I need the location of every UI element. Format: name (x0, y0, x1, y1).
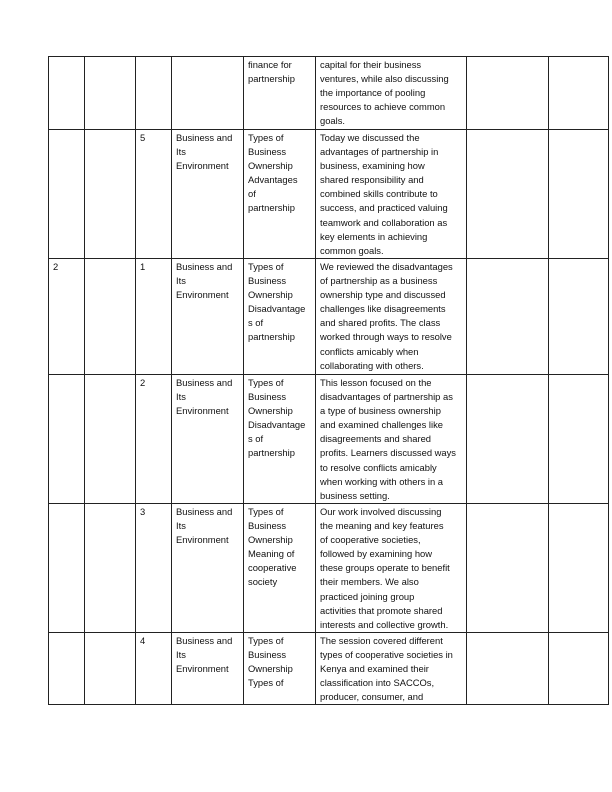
lesson-log-body (49, 57, 609, 705)
substrand-cell-line: partnership (248, 447, 295, 459)
lesson-cell: 1 (136, 259, 172, 375)
strand-cell-line: Its (176, 649, 186, 661)
substrand-cell-line: Business (248, 520, 287, 532)
day-cell (85, 375, 136, 504)
substrand-cell-line: Disadvantage (248, 303, 306, 315)
substrand-cell-line: Types of (248, 677, 284, 689)
substrand-cell-line: partnership (248, 202, 295, 214)
remarks-cell (467, 504, 549, 633)
reflection-cell-line: key elements in achieving (320, 230, 428, 242)
table-row (49, 259, 609, 375)
lesson-cell: 5 (136, 130, 172, 259)
reflection-cell (316, 259, 467, 375)
reflection-cell (316, 375, 467, 504)
reflection-cell-line: producer, consumer, and (320, 691, 424, 703)
substrand-cell-line: Business (248, 649, 287, 661)
reflection-cell-line: conflicts amicably when (320, 345, 419, 357)
week-cell (49, 375, 85, 504)
reflection-cell-line: of cooperative societies, (320, 534, 421, 546)
substrand-cell-line: Types of (248, 635, 284, 646)
signature-cell (549, 504, 609, 633)
reflection-cell-line: interests and collective growth. (320, 618, 449, 630)
strand-cell (172, 633, 244, 705)
substrand-cell-line: Types of (248, 261, 284, 272)
reflection-cell-line: followed by examining how (320, 548, 433, 560)
substrand-cell (244, 130, 316, 259)
table-row (49, 504, 609, 633)
reflection-cell-line: the importance of pooling (320, 87, 426, 99)
strand-cell-line: Environment (176, 534, 229, 546)
day-cell (85, 504, 136, 633)
table-row (49, 633, 609, 705)
substrand-cell-line: Business (248, 146, 287, 158)
lesson-cell: 3 (136, 504, 172, 633)
reflection-cell-line: worked through ways to resolve (320, 331, 452, 343)
reflection-cell-line: business setting. (320, 489, 390, 501)
reflection-cell-line: ownership type and discussed (320, 289, 446, 301)
remarks-cell (467, 130, 549, 259)
strand-cell-line: Its (176, 520, 186, 532)
substrand-cell (244, 633, 316, 705)
reflection-cell-line: disadvantages of partnership as (320, 391, 453, 403)
substrand-cell-line: Ownership (248, 534, 293, 546)
substrand-cell-line: of (248, 188, 256, 200)
lesson-cell: 4 (136, 633, 172, 705)
reflection-cell-line: Kenya and examined their (320, 663, 429, 675)
reflection-cell-line: shared responsibility and (320, 174, 424, 186)
substrand-cell-line: Disadvantage (248, 419, 306, 431)
reflection-cell-line: common goals. (320, 244, 384, 256)
reflection-cell-line: collaborating with others. (320, 359, 424, 371)
reflection-cell-line: Our work involved discussing (320, 506, 442, 517)
reflection-cell-line: activities that promote shared (320, 604, 443, 616)
substrand-cell-line: Types of (248, 132, 284, 143)
remarks-cell (467, 259, 549, 375)
day-cell (85, 259, 136, 375)
strand-cell (172, 57, 244, 130)
reflection-cell-line: the meaning and key features (320, 520, 444, 532)
strand-cell-line: Business and (176, 132, 233, 143)
signature-cell (549, 130, 609, 259)
reflection-cell-line: types of cooperative societies in (320, 649, 453, 661)
week-cell: 2 (49, 259, 85, 375)
substrand-cell (244, 504, 316, 633)
signature-cell (549, 57, 609, 130)
substrand-cell-line: cooperative (248, 562, 297, 574)
reflection-cell-line: Today we discussed the (320, 132, 420, 143)
substrand-cell-line: Business (248, 275, 287, 287)
remarks-cell (467, 57, 549, 130)
substrand-cell-line: Types of (248, 377, 284, 388)
week-cell (49, 504, 85, 633)
week-cell (49, 633, 85, 705)
day-cell (85, 633, 136, 705)
reflection-cell (316, 633, 467, 705)
reflection-cell-line: capital for their business (320, 59, 422, 70)
strand-cell-line: Business and (176, 377, 233, 388)
strand-cell-line: Its (176, 275, 186, 287)
reflection-cell-line: to resolve conflicts amicably (320, 461, 437, 473)
lesson-log-table (48, 56, 609, 705)
signature-cell (549, 375, 609, 504)
day-cell (85, 130, 136, 259)
substrand-cell-line: partnership (248, 331, 295, 343)
reflection-cell (316, 504, 467, 633)
reflection-cell-line: advantages of partnership in (320, 146, 439, 158)
reflection-cell-line: goals. (320, 115, 346, 127)
reflection-cell-line: of partnership as a business (320, 275, 438, 287)
reflection-cell-line: their members. We also (320, 576, 419, 588)
signature-cell (549, 259, 609, 375)
substrand-cell-line: partnership (248, 73, 295, 85)
strand-cell-line: Its (176, 146, 186, 158)
table-row (49, 375, 609, 504)
reflection-cell-line: resources to achieve common (320, 101, 446, 113)
substrand-cell-line: Meaning of (248, 548, 295, 560)
strand-cell-line: Environment (176, 160, 229, 172)
reflection-cell (316, 130, 467, 259)
reflection-cell-line: business, examining how (320, 160, 425, 172)
strand-cell (172, 259, 244, 375)
substrand-cell-line: Ownership (248, 663, 293, 675)
reflection-cell-line: ventures, while also discussing (320, 73, 449, 85)
remarks-cell (467, 375, 549, 504)
signature-cell (549, 633, 609, 705)
lesson-cell (136, 57, 172, 130)
strand-cell (172, 375, 244, 504)
reflection-cell-line: teamwork and collaboration as (320, 216, 448, 228)
lesson-cell: 2 (136, 375, 172, 504)
substrand-cell (244, 259, 316, 375)
substrand-cell-line: society (248, 576, 278, 588)
reflection-cell-line: classification into SACCOs, (320, 677, 435, 689)
reflection-cell (316, 57, 467, 130)
substrand-cell-line: Advantages (248, 174, 298, 186)
strand-cell (172, 504, 244, 633)
reflection-cell-line: success, and practiced valuing (320, 202, 448, 214)
week-cell (49, 130, 85, 259)
strand-cell-line: Environment (176, 289, 229, 301)
substrand-cell-line: Ownership (248, 160, 293, 172)
reflection-cell-line: and examined challenges like (320, 419, 443, 431)
reflection-cell-line: these groups operate to benefit (320, 562, 450, 574)
strand-cell-line: Its (176, 391, 186, 403)
reflection-cell-line: practiced joining group (320, 590, 415, 602)
table-row (49, 130, 609, 259)
substrand-cell-line: Types of (248, 506, 284, 517)
reflection-cell-line: disagreements and shared (320, 433, 432, 445)
substrand-cell (244, 57, 316, 130)
strand-cell-line: Environment (176, 405, 229, 417)
reflection-cell-line: and shared profits. The class (320, 317, 441, 329)
substrand-cell-line: Business (248, 391, 287, 403)
reflection-cell-line: a type of business ownership (320, 405, 441, 417)
substrand-cell-line: s of (248, 317, 264, 329)
reflection-cell-line: The session covered different (320, 635, 443, 646)
reflection-cell-line: when working with others in a (320, 475, 443, 487)
substrand-cell-line: Ownership (248, 405, 293, 417)
substrand-cell-line: s of (248, 433, 264, 445)
strand-cell (172, 130, 244, 259)
substrand-cell (244, 375, 316, 504)
week-cell (49, 57, 85, 130)
substrand-cell-line: finance for (248, 59, 292, 70)
remarks-cell (467, 633, 549, 705)
reflection-cell-line: combined skills contribute to (320, 188, 438, 200)
strand-cell-line: Business and (176, 261, 233, 272)
reflection-cell-line: We reviewed the disadvantages (320, 261, 453, 272)
strand-cell-line: Business and (176, 635, 233, 646)
substrand-cell-line: Ownership (248, 289, 293, 301)
reflection-cell-line: challenges like disagreements (320, 303, 446, 315)
strand-cell-line: Environment (176, 663, 229, 675)
strand-cell-line: Business and (176, 506, 233, 517)
reflection-cell-line: This lesson focused on the (320, 377, 432, 388)
table-row (49, 57, 609, 130)
reflection-cell-line: profits. Learners discussed ways (320, 447, 456, 459)
day-cell (85, 57, 136, 130)
